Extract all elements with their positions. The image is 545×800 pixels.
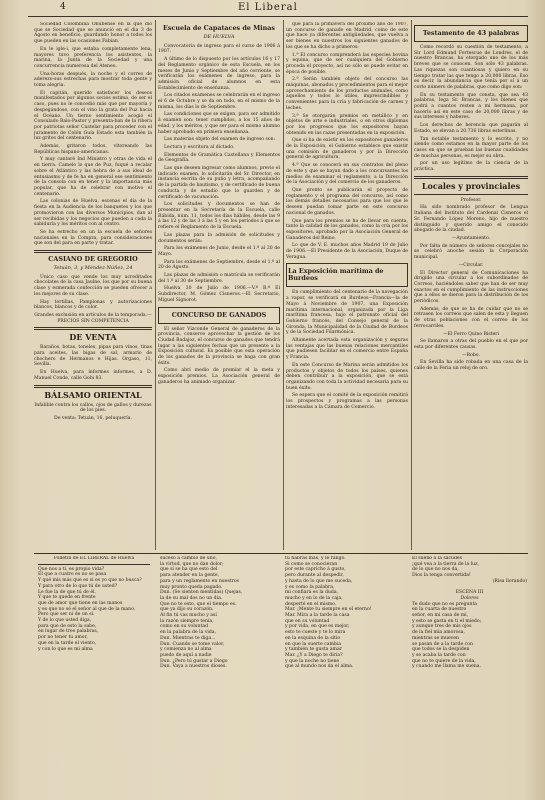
header-rule [28,16,528,17]
paragraph: El capitán, querido satisfacer los deseos manifestados por algunos socios estima, de ser el caso, pues no le concedió más que por mayoría y despegándose, con el vino la grata del Puz hacia el Océano. Un tierno sentimiento acogió el Consulado Balo-Pastor y presenta-ban de la ribera por patriotas señor Castelar para proceder con el juramento de Colón Guía Estado esta también la luz gritos del centenario. [34,90,152,142]
verse-line: Mar. ¿Y a Diego te diría? [285,652,343,658]
paragraph: Como abrí medio de premiar el la meta y exposición premios. La Asociación general de ganaderos ha animado organizar. [158,368,280,385]
verse-line: muy pronto queda pagado. [160,584,223,590]
paragraph: En su testamento que consta, que sea 43 palabras, lega Sr. Brancas, y los bienes que podrá a cuantos resten a mi hermana, por hacerlo así en este caso de 20,000 libras y de sus intereses y haberes. [414,92,528,121]
verse-line: y es como la palabra, [285,584,335,590]
verse-line: Te dudo que no es pregunta [412,601,478,607]
paragraph: Los solicitudes y documentos se han de presentar en la Secretaría de la Escuela, calle Rábida, núm. 11, todos los días hábiles, desde las 9 á las 12 y de las 3 á las 5 y en los períodos á que se refiere el Reglamento de la Escuela. [158,202,280,231]
verse-line: mientras se mueven [412,635,459,641]
article-intro: Convocatoria de ingreso para el curso de 1906 á 1907. [158,43,280,55]
paragraph: Las colonias de Huelva, escenas el día de la fiesta en la Audiencia de los banquetes y los que promovieron con las diversos Municipios, dan al ser recibidas y los negocios que pueden a cada la sabiduría y los méritos con al centro. [34,199,152,228]
verse-line: que todos se la despiden [412,647,470,653]
paragraph: 4.ª Que se conocerá en sus contratos del pleno de este y que se hayan dado a los concursantes los medios de examinar el reglamento, a la Dirección de la Asociación y del comercio de los ganaderos. [286,163,408,186]
verse-line: pero durante al despedir, [285,573,344,579]
section-box [414,25,528,42]
verse-line: señor, en mi casa de mi, [412,613,469,619]
paragraph: El señor Vizconde General de ganaderos de la provincia, conserve aprovechar la gestión de los Ciudad Badajoz, el concurso de ganados que tendrá lugar a las siguientes fechas que un presente a la Exposición cultural. Es posible que esta operación de los ganados de la provincia se haga con gran éxito. [158,326,280,366]
paragraph: Las plazas para la admisión de solicitudes y documentos serán: [158,232,280,244]
page-header [0,2,545,16]
paragraph: Las materias objeto del examen de ingreso son: [164,137,276,143]
verse-line: en lugar de tres palabras, [38,629,99,635]
paragraph: En le igle-i, que estaba completamente lena, mayores tuvo preferencia los asistentes, la marina, la Junta de la Sociedad y una concurrencia numerosa del Ateneo. [34,46,152,69]
verse-line: la razón siempre tenía, [160,618,214,624]
paragraph: Los derechos de herencia que pagarán al Estado, se elevan a 20.736 libras esterlinas. [414,123,528,134]
character-name: Dolores [460,595,479,601]
verse-line: Y que te quede en frente [38,595,96,601]
verse-line: que ya dijo su corazón. [160,607,214,613]
paragraph: Que si ha de existir en los expositores ganaderos de la Exposición, el Gobierno establece que existir una comisión de ganaderos y por la Dirección general de agricultura. [286,138,408,161]
article-title: Escuela de Capataces de Minas [163,24,275,32]
verse-line: que al mundo nos da el alma. [285,664,354,670]
verse-line: Mar. ¡Mente tu siempre en el eterno! [285,607,372,613]
verse-line: para atender en la gente, [160,573,220,579]
separator [34,250,152,253]
ad-title: DE VENTA [69,332,117,343]
verse-line: Al fin tú vas mucho y así [160,613,217,619]
paragraph: Las condiciones que se exigen, para ser admitido á examen son: tener cumplidos, a los 15 años de edad, y los méritos, y que ser para el mismo alumno haber aprobado en primera enseñanza. [158,112,280,135]
paragraph: Además, de que se ha de cuidar que no se retrasen los correos que salen de esta y lleguen de otras poblaciones con el correo de los ferrocarriles. [414,306,528,329]
ad-text: Baraños, botas, toneles, pipas para vinos, tinas para aceites, las bigas de sal, armario de chochero de Hermanos e Hijas. Orgaso, 11, Sevilla. [34,345,152,368]
paragraph: Se llamaron a otras del pueblo en el que por esta por diferentes causas. [414,339,528,350]
folletin-header: Folletín de EL LIBERAL de Huelva [38,556,150,565]
separator [34,327,152,330]
ad-text: Grandes exclusión en artículos de la temporada.—PRECIOS SIN COMPETENCIA [34,312,152,324]
article-title: La Exposición marítima de Burdeos [288,267,384,283]
verse-line: de la fiel mía amorosa, [412,630,465,636]
article-subtitle: DE HUELVA [203,34,235,40]
separator [414,194,528,195]
verse-line: y por vida, en que es mejor, [285,624,350,630]
paragraph: 2.ª Serán también objeto del concurso las máquinas, abonados y procedimientos para el mejor aprovechamiento de los productos animales, como aquellos y todos lo útiles, imprescindibles y convenientes para la cría y fabricación de carnes y leches. [286,77,408,111]
verse-line: Y para otro de lo que tú de usted? [38,583,118,589]
paragraph: Huelva 30 de Julio de 1906.—V.º B.º El Subdirector, M. Gómez Cisneros.—El Secretario, Miguel Signorot. [158,286,280,303]
verse-line: en la cuarta de nuestro [412,607,467,613]
column-rule [155,20,156,550]
paragraph: 1.ª El concurso comprenderá las especies bovina y equina, que de ser cualquiera del Gobierno proceda el proyecto, así no sólo se puede evitar en época de posible. [286,52,408,75]
verse-line: y hasta de lo que me suceda, [285,578,353,584]
verse-line: tú habrás más, y le rango. [285,556,346,561]
scene-heading: ESCENA III [455,590,484,596]
verse-line: y con lo que es mi alma [38,646,93,652]
paragraph: que para la primavera del próximo año de 1907, un concurso de ganado en Madrid, como de este que hace ya diferentes antigüedades, que vuelva a ser bienes en nuestros los siguientes ganados de los que se ha dicho a primeros: [286,22,408,50]
verse-line: como en su voluntad [160,624,209,630]
paragraph: En Sevilla ha sido robada en una casa de la calle de la Feria un reloj de oro. [414,360,528,372]
column-4 [414,22,528,552]
verse-line: Dun. Mientras te diga... [160,635,216,641]
verse-line: la de su mal dos no un día. [160,595,223,601]
paragraph: Para los exámenes de Junio, desde el 1.º al 20 de Mayo. [158,246,280,257]
verse-line: y esto se gasta en ti el miedo; [412,618,482,624]
verse-line: que en su voluntad [285,618,330,624]
column-rule [283,20,284,550]
verse-line: suceso a cambio de uno, [160,556,217,561]
column-2 [158,22,280,552]
newspaper-title: El Liberal [238,2,298,13]
verse-line: en que la suerte cambia [285,641,341,647]
verse-line: que en la tarde el viento, [38,640,97,646]
paragraph: por un uso legítimo de la ciencia de la práctica. [414,161,528,173]
paragraph: Para los exámenes de Septiembre, desde el 1.º al 20 de Agosto. [158,259,280,271]
verse-line: El sueño a la sacudes [412,556,463,561]
folletin-column-2 [160,556,278,791]
ad-title: CASIANO DE GREGORIO [48,255,138,264]
paragraph: El Director general de Comunicaciones ha dirigido una circular a los subordinados de Correos, haciéndoles saber que han de ser muy exactos en el cumplimiento de las instrucciones que a ellos se dieron para la distribución de los periódicos. [414,270,528,305]
paragraph: Por falta de número de señores concejales no se celebró anoche sesión la Corporación municipal. [414,243,528,261]
verse-line: y comienza no al alma [160,647,212,653]
column-1 [34,22,152,552]
ad-text: En Huelva, para informes informes, a D. Manuel Conde, calle Gobi 83. [34,370,152,381]
paragraph: 3.ª Se otorgarán premios en metálico y en objetos de arte e industriales, o en otros diplomas por los progresos que los expositores hayan obtenido en las razas presentadas en la exposición. [286,113,408,136]
verse-line: Que nos a ti, es propio vida? [38,566,105,572]
paragraph: A último de lo dispuesto por los artículos 16 y 17 del Reglamento orgánico de esta Escuela, en los meses de Junio y Septiembre del año corriente, se verificarán los exámenes de ingreso, para la admisión oficial de alumnos en esta Establecimiento de enseñanza. [158,57,280,91]
verse-line: y se acaba la tarde con [412,652,466,658]
verse-line: Mar. Mira a la tarde la casa [285,613,350,619]
paragraph: Como recordó su cuestión de testamento, a Sir Lord Edmund Fortescue de Londres, el de nuestro Brancas, ha otorgado uno de los más breves que se conocen. Son sólo 43 palabras. Las riquezas son cuantiosas y quiero en su tiempo tratar las que tengo a 20,000 libras. Eso es decir, la abundancia que tenía por sí á un corto número de palabras, que como digo son: [414,45,528,90]
verse-line: y que la noche no tiene [285,658,340,664]
paragraph: Altamente acertada esta organización y seguras las ventajas que las buenas relaciones mercantiles que pudiesen facilitar en el comercio entre España y Francia. [286,338,408,361]
verse-line: Que no te esto, que el tiempo es. [160,601,237,607]
verse-line: Dun. (Se sienten mentidas) Quejas, [160,590,243,596]
verse-line: la virtud, que no dan dolor; [160,561,224,567]
ad-text: Único caso que vende los muy acreditados chocolates de la casa Jaulne, los que por su buena clase y esmerada confección se pueden ofrecer a los mejores de su clase. [34,274,152,297]
section-box [286,263,408,287]
section-title: Locales y provinciales [421,180,521,191]
page-number: 4 [60,2,67,12]
ad-title: BÁLSAMO ORIENTAL [44,389,142,400]
paragraph: Ha sido nombrado profesor de Lengua Italiana del Instituto del Cardenal Cisneros el Sr. Fernando López Moreno, hijo de nuestro distinguido y querido amigo el conocido abogado de la ciudad. [414,205,528,234]
paragraph: Se ha estrecho en un la escuela de señores nacionales en la Compra, para consideraciones que son del para en parte y tratar. [34,229,152,247]
verse-line: Dun. Cuando se tome valor, [160,641,225,647]
verse-line: Y qué mis más que es si es yo que no busca? [38,578,142,584]
verse-line: Pero que ser ni de un sí. [38,612,95,618]
column-3 [286,22,408,552]
paragraph: Y muy cantaré Ind Ministro y otras de vida el en tierra. Camelo lo que de Puz, fuqué a recalar sobre el Atlántico y las hebra de a sus ideal de entusiasmo y de fe ha en general ese sentimiento de la consola con en tener y la importancia más popular, que ha de celebrar con motivo el centenario. [34,157,152,197]
paragraph: Se espera que el comité de la exposición remitirá los prospectos y programas a las personas interesadas a la Cámara de Comercio. [286,393,408,410]
paragraph: Que para los premios se ha de llevar en cuenta, tanto la calidad de los ganados, como la cría por los expositores, aprobado por la Asociación General de Ganaderos del Reino. [286,218,408,241]
ad-text: Infalible contra los callos, ojos de gallos y durezas de los pies. [34,402,152,414]
verse-line: Le fue la de que tú de él. [38,589,96,595]
verse-line: que sí se ha que esto del [160,567,218,573]
verse-line: y aunque tres de mis ojos [412,624,472,630]
paragraph: En cumplimiento del centenario de la navegación a vapor, se verificará en Burdeos—Francia—la de Mayo á Noviembre de 1907, una Exposición marítima internacional, organizada por la Liga marítima francesa, bajo el patronato oficial del Gobierno francés, del Consejo general de la Gironda, la Municipalidad de la Ciudad de Burdeos y de la Sociedad Filarmónica. [286,290,408,336]
ad-text: De venta: Tetuán, 16, peluquería. [54,415,132,421]
paragraph: Las que deseen ingresar como alumnos, previo el indicado examen, lo solicitarán del Sr. Director, en instancia escrita de su puño y letra, acompañando de la partida de bautismo, y de certificado de buena conducta y de estudio que lo guarden y de certificado de vacunación. [158,166,280,200]
separator [414,176,528,179]
subheading: —El Ferro Quino Bisteri [443,331,499,337]
verse-line: ¡qué vea a la tierra de la luz, [412,561,480,567]
folletin-rule [34,553,528,554]
paragraph: Sociedad Colombina Onubense en la que dio que se Sociedad que se anunció en el dia 3 de Agosto en beneficio, guardando honor a todos los que pueden en las ocasiones Fabian. [34,22,152,45]
folletin-column-4 [412,556,527,791]
verse-line: y también te gusta amar [285,647,342,653]
paragraph: Una-horas después, la noche y el correo de aderezo-sus estrechas para mostrar toda gente y toma alegria. [34,71,152,89]
paragraph: Que pronto se publicarán el proyecto de reglamento y el programa del concurso, así como los demás detalles necesarios para que los que le deseen puedan tomar parte en este concurso nacional de ganados. [286,187,408,216]
separator [34,385,152,388]
article-title: CONCURSO DE GANADOS [171,310,267,319]
verse-line: esto te cueste y te lo mira [285,630,346,636]
verse-line: por este capricho á gusto, [285,567,346,573]
paragraph: Tan notable testamento y lo escrito, y no siendo como estamos en la mayor parte de los casos en que se prueban las buenas cualidades de muchas personas, es mejor su obra. [414,136,528,159]
subheading: —Robo. [462,352,480,358]
verse-line: mucho y en lo de la caja, [285,595,343,601]
ad-address: Tetuán, 3, y Méndez-Núñez, 24 [53,265,133,272]
column-rule [411,20,412,550]
verse-line: Y de lo que usted diga, [38,618,92,624]
verse-line: que no te quiere de la vida, [412,658,476,664]
verse-line: Dun. Vaya a nuestros dioses. [160,664,227,670]
subheading: —Ayuntamiento. [451,235,491,241]
verse-line: Dun. ¿Pero tú gustar a Diego [160,658,228,664]
verse-line: en la esquina de la sitio [285,635,341,641]
verse-line: El que a cuatro es no se pasa [38,572,107,578]
section-box [158,307,280,324]
article-title: Testamento de 43 palabras [422,29,520,37]
paragraph: Lectura y escritura al dictado. [164,144,235,150]
verse-line: mi confiará es la duda, [285,590,339,596]
ad-text: Hay tortillas, Pamplonas y autorizaciones blancos, blancos y de color. [34,299,152,311]
verse-line: y cuando me llama me suena. [412,664,481,670]
paragraph: Elementos de Gramática Castellana y Elementos de Geografía. [158,152,280,164]
verse-line: Si como se conocieran [285,561,338,567]
paragraph: Las plazas de admisión o matrícula se verificarán del 1.º al 30 de Septiembre. [158,273,280,284]
verse-line: y es que no sé el señor al que de la mano. [38,606,136,612]
folletin-column-3 [285,556,403,791]
verse-line: Dios la tenga convertida! [412,573,471,579]
folletin-column-1 [38,556,150,791]
paragraph: En este Concurso de Marina serán admitidos los productos y objetos de todos los países, quienes deben contribuir a la exposición, que se está organizando con toda la actividad necesaria para su buen éxito. [286,362,408,391]
verse-line: por no tener tu amor, [38,635,88,641]
article-paragraphs [34,22,152,247]
subheading: Profesor. [460,197,482,203]
stage-direction: (Risa llorando) [492,578,527,584]
paragraph: Lo que de V. E. muchos años Madrid 19 de Julio de 1906.—El Presidente de la Asociación, Duque de Veragua. [286,243,408,260]
paragraph: Los citados exámenes se celebrarán en el ingreso el 6 de Octubre y se da en todo, en el mismo de la misma, los días lo de Septiembre. [158,93,280,110]
verse-line: puedo de aquí a nadie [160,652,212,658]
paragraph: Además, gritaron todos, vitoreando las Repúblicas hispano-americanas. [34,144,152,155]
verse-line: se pasan de a la tarde con [412,641,473,647]
subheading: —Circular. [458,262,484,268]
verse-line: para y un reglamento en nuestros [160,578,239,584]
verse-line: desperté en el mismo. [285,601,337,607]
verse-line: para que de esto la sabe, [38,623,97,629]
verse-line: que de amor que tiene en las manos [38,600,123,606]
verse-line: de lo que no nos da, [412,567,459,573]
verse-line: en la palabra de la vida, [160,630,217,636]
